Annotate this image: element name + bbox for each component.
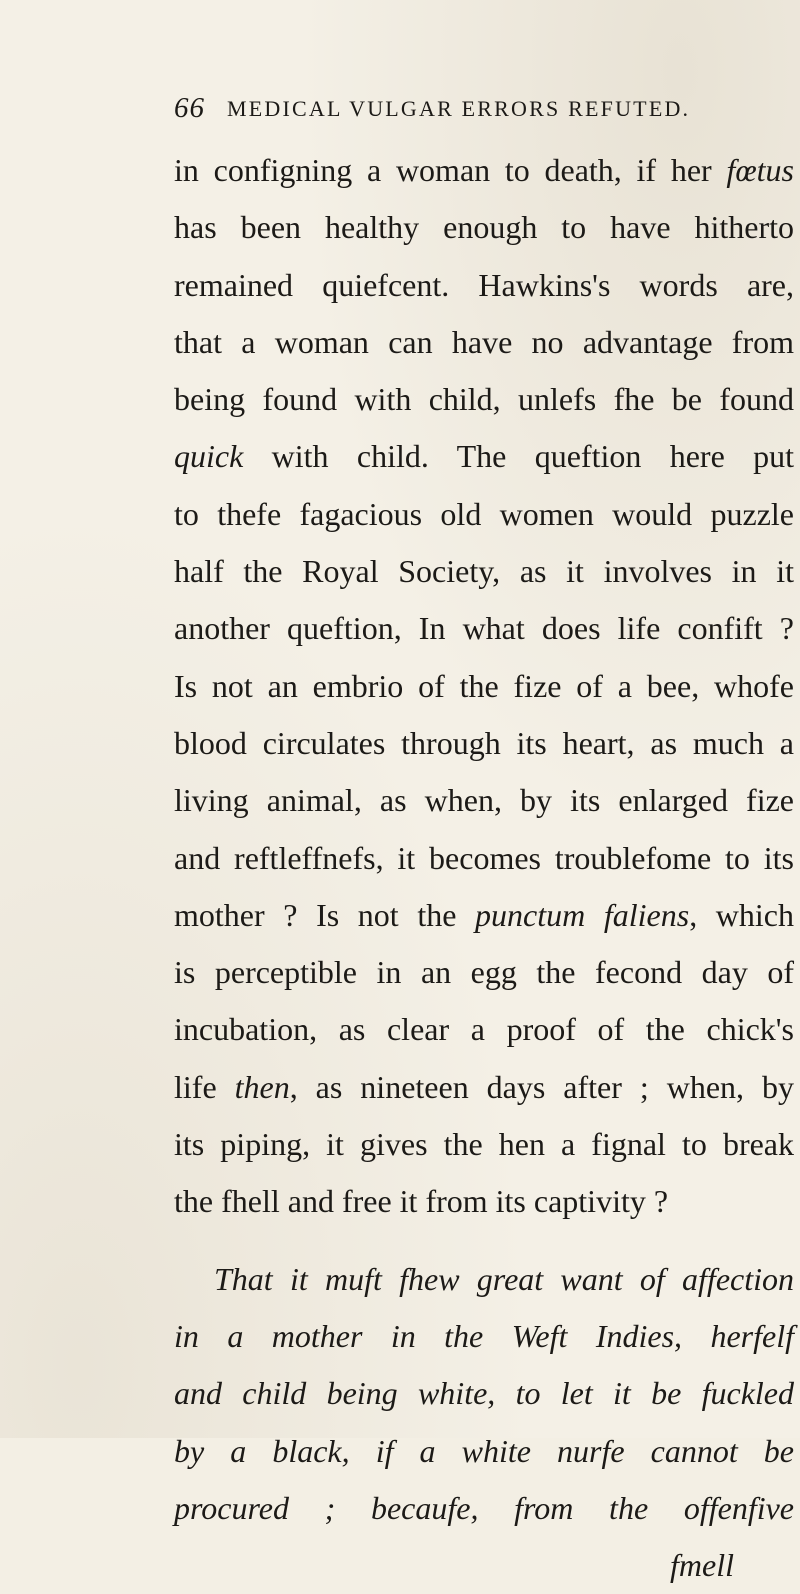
- text-line: quick with child. The queftion here put: [174, 438, 794, 475]
- text-line: in configning a woman to death, if her fœtus: [174, 152, 794, 188]
- text-line: is perceptible in an egg the fecond day of: [174, 954, 794, 991]
- text-line: has been healthy enough to have hitherto: [174, 209, 794, 246]
- text-line: life then, as nineteen days after ; when, by: [174, 1068, 794, 1105]
- text-line: blood circulates through its heart, as much a: [174, 724, 794, 761]
- text-line: by a black, if a white nurfe cannot be: [174, 1432, 794, 1469]
- text-line: That it muft fhew great want of affection: [214, 1260, 794, 1297]
- text-line: procured ; becaufe, from the offenfive: [174, 1489, 794, 1526]
- paragraph-italic-heading: [174, 1251, 794, 1594]
- italic-term: quick: [174, 438, 244, 475]
- text-line: to thefe fagacious old women would puzzle: [174, 495, 794, 532]
- paragraph-gap: [174, 1231, 794, 1251]
- text-line: and reftleffnefs, it becomes troublefome to its: [174, 839, 794, 876]
- text-line: half the Royal Society, as it involves in it: [174, 553, 794, 590]
- text-line: its piping, it gives the hen a fignal to break: [174, 1126, 794, 1163]
- paragraph-main: [174, 142, 794, 1231]
- text-line: another queftion, In what does life confift ?: [174, 610, 794, 647]
- page-number: 66: [174, 92, 205, 124]
- text-line: being found with child, unlefs fhe be found: [174, 381, 794, 418]
- text-line: and child being white, to let it be fuckled: [174, 1375, 794, 1412]
- running-head: MEDICAL VULGAR ERRORS REFUTED.: [227, 96, 691, 121]
- text-line: the fhell and free it from its captivity ?: [174, 1183, 669, 1220]
- text-line: remained quiefcent. Hawkins's words are,: [174, 266, 794, 303]
- page-header: [0, 92, 800, 132]
- text-body: [174, 142, 794, 1594]
- text-line: Is not an embrio of the fize of a bee, whofe: [174, 667, 794, 704]
- text-line: mother ? Is not the punctum faliens, which: [174, 896, 795, 933]
- italic-term: then: [234, 1068, 290, 1105]
- italic-term: punctum faliens: [475, 896, 690, 933]
- text-line: in a mother in the Weft Indies, herfelf: [174, 1317, 794, 1354]
- text-line: living animal, as when, by its enlarged fize: [174, 782, 794, 819]
- text-line: incubation, as clear a proof of the chick's: [174, 1011, 794, 1048]
- catchword: fmell: [670, 1547, 734, 1584]
- italic-term: fœtus: [726, 152, 794, 188]
- text-line: that a woman can have no advantage from: [174, 323, 794, 360]
